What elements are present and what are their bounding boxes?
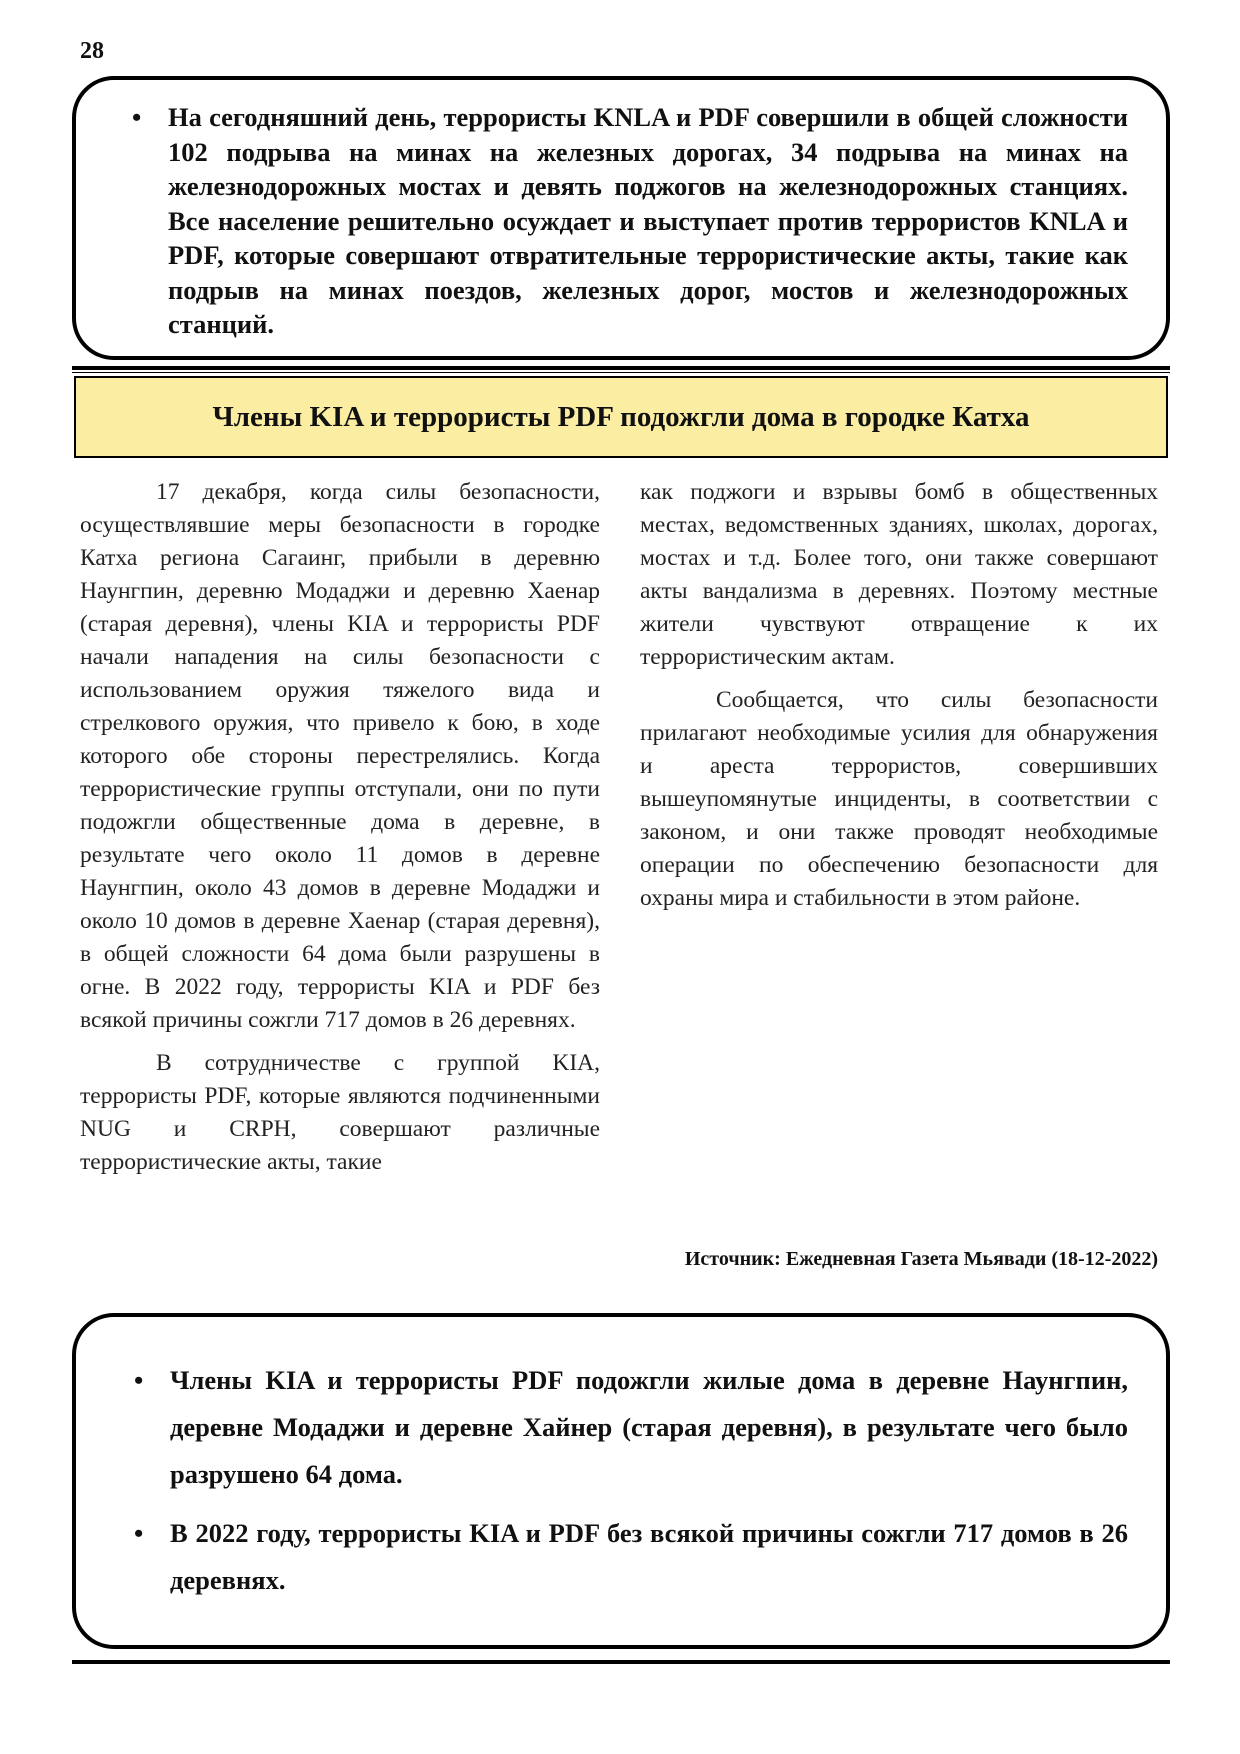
article-headline (74, 376, 1168, 458)
summary-bullet-text: В 2022 году, террористы KIA и PDF без всякой причины сожгли 717 домов в 26 деревнях. (170, 1518, 1128, 1595)
bullet-icon: • (132, 102, 142, 132)
summary-bullet (132, 100, 1128, 342)
article-source: Источник: Ежедневная Газета Мьявади (18-12-2022) (684, 1248, 1158, 1270)
article-paragraph: В сотрудничестве с группой KIA, террористы PDF, которые являются подчиненными NUG и CRPH, совершают различные террористические акты, такие (80, 1050, 600, 1175)
summary-bullet (134, 1510, 1128, 1604)
divider-thick (72, 366, 1170, 370)
summary-box-top (72, 76, 1170, 360)
divider-thin (72, 372, 1170, 373)
article-paragraph: Сообщается, что силы безопасности прилагают необходимые усилия для обнаружения и ареста террористов, совершивших вышеупомянутые инциденты, в соответствии с законом, и они также проводят необходимые операции по обеспечению безопасности для охраны мира и стабильности в этом районе. (640, 687, 1158, 911)
article-headline-text: Члены KIA и террористы PDF подожгли дома в городке Катха (212, 400, 1030, 433)
page-number: 28 (80, 38, 104, 64)
article-column-right (640, 476, 1158, 915)
summary-bullet-text: Члены KIA и террористы PDF подожгли жилые дома в деревне Наунгпин, деревне Модаджи и деревне Хайнер (старая деревня), в результате чего было разрушено 64 дома. (170, 1365, 1128, 1489)
summary-list-top (132, 100, 1128, 342)
summary-list-bottom (134, 1357, 1128, 1604)
article-paragraph: 17 декабря, когда силы безопасности, осуществлявшие меры безопасности в городке Катха региона Сагаинг, прибыли в деревню Наунгпин, деревню Модаджи и деревню Хаенар (старая деревня), члены KIA и террористы PDF начали нападения на силы безопасности с использованием оружия тяжелого вида и стрелкового оружия, что привело к бою, в ходе которого обе стороны перестрелялись. Когда террористические группы отступали, они по пути подожгли общественные дома в деревне, в результате чего около 11 домов в деревне Наунгпин, около 43 домов в деревне Модаджи и около 10 домов в деревне Хаенар (старая деревня), в общей сложности 64 дома были разрушены в огне. В 2022 году, террористы KIA и PDF без всякой причины сожгли 717 домов в 26 деревнях. (80, 479, 600, 1033)
summary-box-bottom (72, 1313, 1170, 1649)
bullet-icon: • (134, 1365, 144, 1395)
summary-bullet (134, 1357, 1128, 1498)
summary-bullet-text: На сегодняшний день, террористы KNLA и PDF совершили в общей сложности 102 подрыва на минах на железных дорогах, 34 подрыва на минах на железнодорожных мостах и девять поджогов на железнодорожных станциях. Все население решительно осуждает и выступает против террористов KNLA и PDF, которые совершают отвратительные террористические акты, такие как подрыв на минах поездов, железных дорог, мостов и железнодорожных станций. (168, 102, 1128, 339)
article-paragraph: как поджоги и взрывы бомб в общественных местах, ведомственных зданиях, школах, дорогах, мостах и т.д. Более того, они также совершают акты вандализма в деревнях. Поэтому местные жители чувствуют отвращение к их террористическим актам. (640, 479, 1158, 670)
divider-bottom (72, 1660, 1170, 1664)
article-column-left (80, 476, 600, 1179)
bullet-icon: • (134, 1518, 144, 1548)
